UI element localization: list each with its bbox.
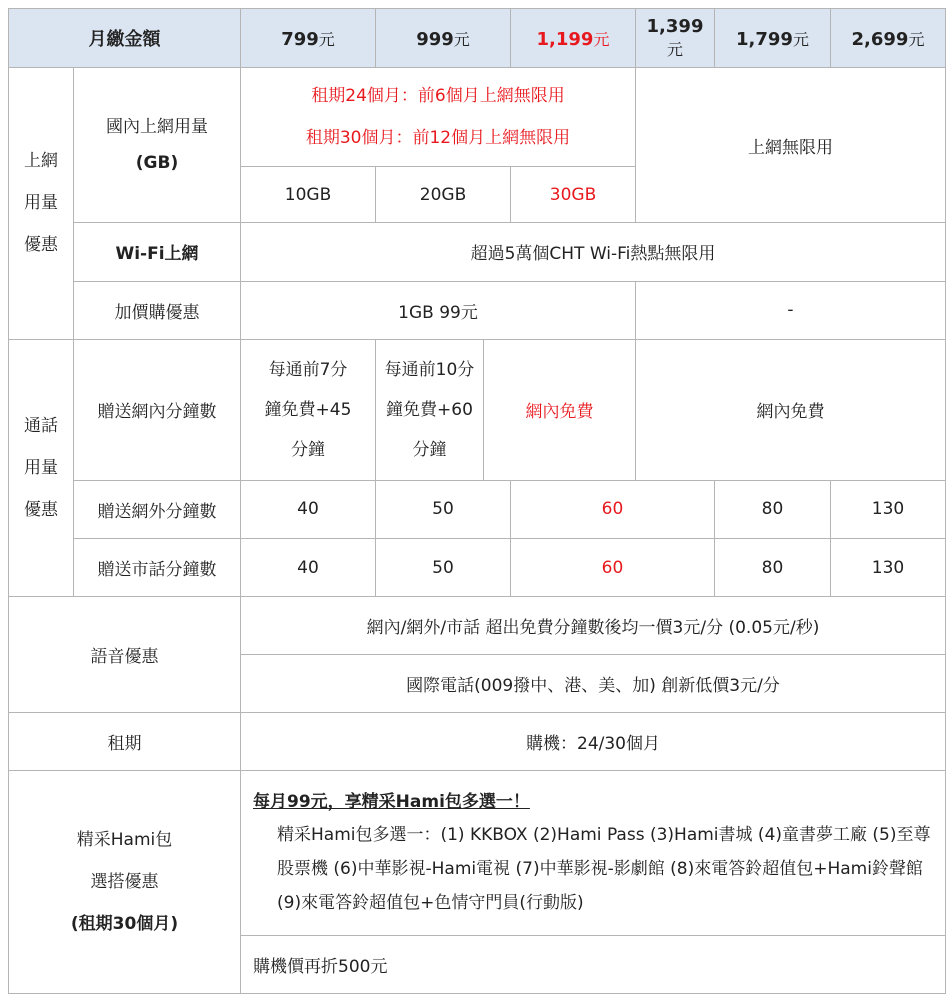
wifi-label: Wi-Fi上網: [74, 223, 241, 281]
landline-1199: 60: [511, 539, 715, 597]
quota-999: 20GB: [376, 167, 511, 223]
offnet-1399: 80: [715, 480, 831, 538]
landline-label: 贈送市話分鐘數: [74, 539, 241, 597]
landline-999: 50: [376, 539, 511, 597]
hami-offer: [241, 771, 946, 935]
offnet-1799: 130: [831, 480, 946, 538]
quota-1199: 30GB: [511, 167, 636, 223]
offnet-minutes-row: [9, 480, 946, 538]
hami-row: [9, 771, 946, 935]
onnet-high-plans: 網內免費: [636, 339, 946, 480]
addon-value: 1GB 99元: [241, 281, 636, 339]
offnet-999: 50: [376, 480, 511, 538]
data-section-label: 上網 用量 優惠: [9, 68, 74, 340]
voice-offer-line2: 國際電話(009撥中、港、美、加) 創新低價3元/分: [241, 655, 946, 713]
price-1199: 1,199元: [511, 9, 636, 68]
domestic-usage-row: [9, 68, 946, 167]
domestic-usage-label: 國內上網用量 (GB): [74, 68, 241, 223]
wifi-row: [9, 223, 946, 281]
hami-label: 精采Hami包 選搭優惠 (租期30個月): [9, 771, 241, 994]
landline-minutes-row: [9, 539, 946, 597]
hami-body: 精采Hami包多選一：(1) KKBOX (2)Hami Pass (3)Hami書城 (4)童書夢工廠 (5)至尊股票機 (6)中華影視-Hami電視 (7)中華影視-影劇館 (8)來電答鈴超值包+Hami鈴聲館(9)來電答鈴超值包+色情守門員(行動版): [277, 824, 931, 913]
term-label: 租期: [9, 713, 241, 771]
offnet-799: 40: [241, 480, 376, 538]
hami-title: 每月99元，享精采Hami包多選一！: [253, 791, 530, 812]
offnet-1199: 60: [511, 480, 715, 538]
voice-section-label: 通話 用量 優惠: [9, 339, 74, 597]
addon-none: -: [636, 281, 946, 339]
term-value: 購機：24/30個月: [241, 713, 946, 771]
landline-1399: 80: [715, 539, 831, 597]
offnet-label: 贈送網外分鐘數: [74, 480, 241, 538]
voice-offer-row-1: [9, 597, 946, 655]
price-799: 799元: [241, 9, 376, 68]
price-2699: 2,699元: [831, 9, 946, 68]
price-999: 999元: [376, 9, 511, 68]
voice-offer-line1: 網內/網外/市話 超出免費分鐘數後均一價3元/分 (0.05元/秒): [241, 597, 946, 655]
onnet-1199: 網內免費: [484, 339, 636, 480]
monthly-fee-label: 月繳金額: [9, 9, 241, 68]
onnet-999: 每通前10分 鐘免費+60 分鐘: [376, 339, 484, 480]
landline-799: 40: [241, 539, 376, 597]
quota-799: 10GB: [241, 167, 376, 223]
onnet-minutes-row: [9, 339, 946, 480]
addon-label: 加價購優惠: [74, 281, 241, 339]
price-header-row: [9, 9, 946, 68]
voice-offer-label: 語音優惠: [9, 597, 241, 713]
plan-comparison-table: [8, 8, 946, 994]
price-1399: 1,399元: [636, 9, 715, 68]
addon-row: [9, 281, 946, 339]
onnet-label: 贈送網內分鐘數: [74, 339, 241, 480]
term-row: [9, 713, 946, 771]
domestic-usage-promo: 租期24個月：前6個月上網無限用 租期30個月：前12個月上網無限用: [241, 68, 636, 167]
wifi-value: 超過5萬個CHT Wi-Fi熱點無限用: [241, 223, 946, 281]
landline-1799: 130: [831, 539, 946, 597]
price-1799: 1,799元: [715, 9, 831, 68]
onnet-799: 每通前7分 鐘免費+45 分鐘: [241, 339, 376, 480]
unlimited-data-cell: 上網無限用: [636, 68, 946, 223]
hami-discount: 購機價再折500元: [241, 935, 946, 993]
